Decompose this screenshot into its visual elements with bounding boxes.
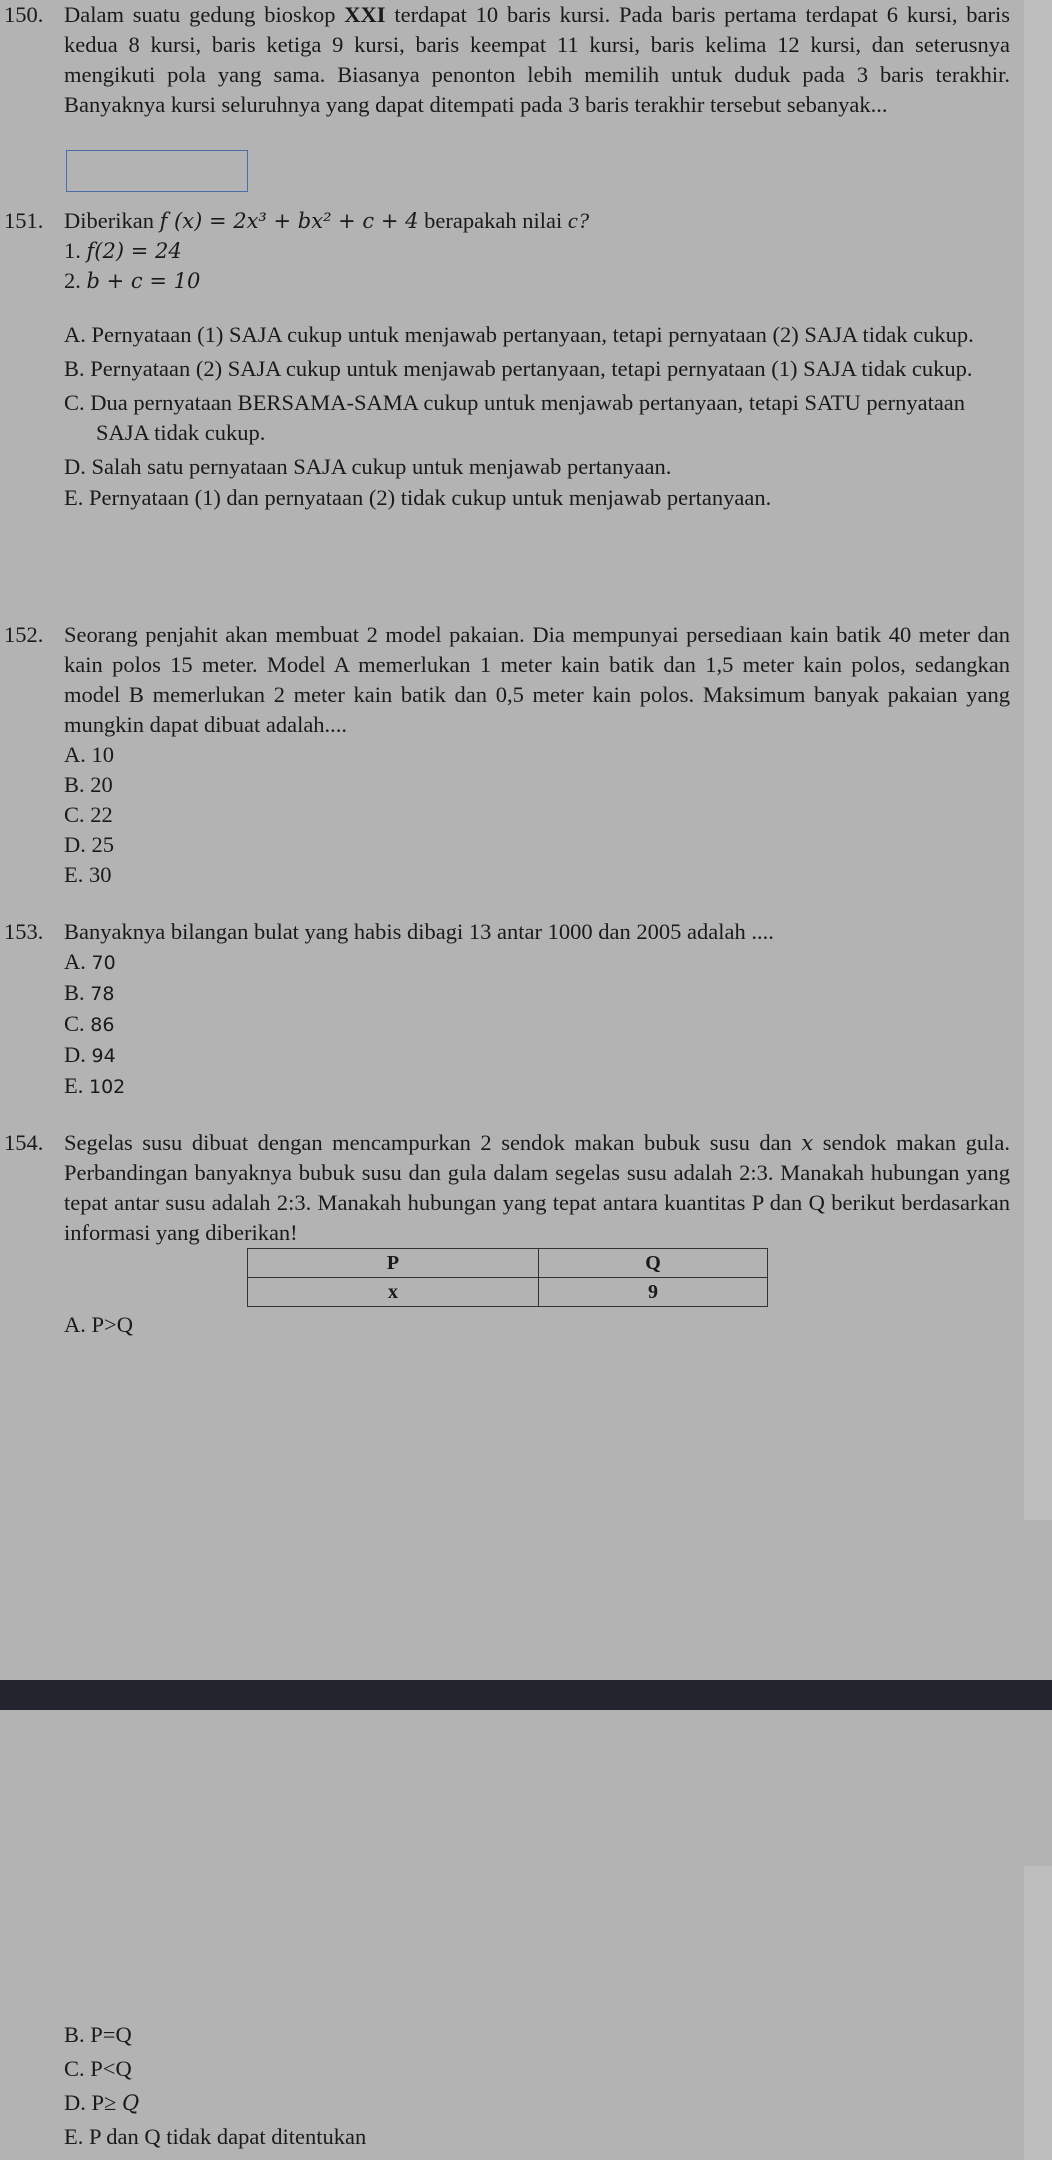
question-text: Banyaknya bilangan bulat yang habis dibagi 13 antar 1000 dan 2005 adalah ....	[64, 919, 774, 944]
table-header-q: Q	[539, 1249, 768, 1278]
question-151	[0, 206, 1010, 513]
option-a[interactable]: A. 10	[64, 742, 114, 767]
formula: f (x) = 2x³ + bx² + c + 4	[159, 209, 419, 233]
option-a[interactable]: A. P>Q	[64, 1312, 133, 1337]
question-text: Seorang penjahit akan membuat 2 model pakaian. Dia mempunyai persediaan kain batik 40 meter dan kain polos 15 meter. Model A memerlukan 1 meter kain batik dan 1,5 meter kain polos, sedangkan model B memerlukan 2 meter kain batik dan 0,5 meter kain polos. Maksimum banyak pakaian yang mungkin dapat dibuat adalah....	[64, 622, 1010, 737]
page-divider-bar	[0, 1680, 1052, 1710]
table-cell-q: 9	[539, 1278, 768, 1307]
question-154-options-rest	[0, 2020, 1010, 2152]
option-b[interactable]: B. Pernyataan (2) SAJA cukup untuk menjawab pertanyaan, tetapi pernyataan (1) SAJA tidak cukup.	[64, 356, 973, 381]
question-number: 154.	[4, 1130, 44, 1155]
answer-input-box[interactable]	[66, 150, 248, 192]
option-b[interactable]: B. P=Q	[64, 2022, 132, 2047]
question-number: 150.	[4, 2, 44, 27]
table-cell-p: x	[248, 1278, 539, 1307]
option-d[interactable]: D. 25	[64, 832, 114, 857]
option-b[interactable]: B. 20	[64, 772, 113, 797]
question-number: 153.	[4, 919, 44, 944]
scrollbar-track-bottom[interactable]	[1024, 1866, 1052, 2160]
question-150	[0, 0, 1010, 120]
option-d[interactable]: D. P≥ Q	[64, 2090, 140, 2115]
option-e[interactable]: E. P dan Q tidak dapat ditentukan	[64, 2124, 367, 2149]
pq-table	[247, 1248, 768, 1307]
question-text: Segelas susu dibuat dengan mencampurkan 2 sendok makan bubuk susu dan x sendok makan gula. Perbandingan banyaknya bubuk susu dan gula dalam segelas susu adalah 2:3. Manakah hubungan yang tepat antar susu adalah 2:3. Manakah hubungan yang tepat antara kuantitas P dan Q berikut berdasarkan informasi yang diberikan!	[64, 1130, 1010, 1245]
option-e[interactable]: E. Pernyataan (1) dan pernyataan (2) tidak cukup untuk menjawab pertanyaan.	[64, 485, 772, 510]
option-c[interactable]: C. 86	[64, 1011, 115, 1036]
question-153	[0, 917, 1010, 1102]
question-number: 151.	[4, 208, 44, 233]
option-d[interactable]: D. Salah satu pernyataan SAJA cukup untuk menjawab pertanyaan.	[64, 454, 672, 479]
question-text: Diberikan f (x) = 2x³ + bx² + c + 4 berapakah nilai c?	[64, 208, 590, 233]
option-c[interactable]: C. Dua pernyataan BERSAMA-SAMA cukup untuk menjawab pertanyaan, tetapi SATU pernyataan SAJA tidak cukup.	[64, 390, 966, 445]
option-a[interactable]: A. Pernyataan (1) SAJA cukup untuk menjawab pertanyaan, tetapi pernyataan (2) SAJA tidak cukup.	[64, 322, 974, 347]
question-number: 152.	[4, 622, 44, 647]
question-154	[0, 1128, 1010, 1248]
option-e[interactable]: E. 30	[64, 862, 112, 887]
option-e[interactable]: E. 102	[64, 1073, 126, 1098]
option-c[interactable]: C. 22	[64, 802, 113, 827]
option-c[interactable]: C. P<Q	[64, 2056, 132, 2081]
option-a[interactable]: A. 70	[64, 949, 116, 974]
question-154-option-a	[0, 1310, 1010, 1340]
scrollbar-track-top[interactable]	[1024, 0, 1052, 1520]
option-d[interactable]: D. 94	[64, 1042, 116, 1067]
question-text: Dalam suatu gedung bioskop XXI terdapat 10 baris kursi. Pada baris pertama terdapat 6 kursi, baris kedua 8 kursi, baris ketiga 9 kursi, baris keempat 11 kursi, baris kelima 12 kursi, dan seterusnya mengikuti pola yang sama. Biasanya penonton lebih memilih untuk duduk pada 3 baris terakhir. Banyaknya kursi seluruhnya yang dapat ditempati pada 3 baris terakhir tersebut sebanyak...	[64, 2, 1011, 117]
statement-2: 2. b + c = 10	[64, 268, 201, 293]
brand-text: XXI	[344, 2, 386, 27]
option-b[interactable]: B. 78	[64, 980, 115, 1005]
statement-1: 1. f(2) = 24	[64, 238, 182, 263]
question-152	[0, 620, 1010, 890]
table-header-p: P	[248, 1249, 539, 1278]
